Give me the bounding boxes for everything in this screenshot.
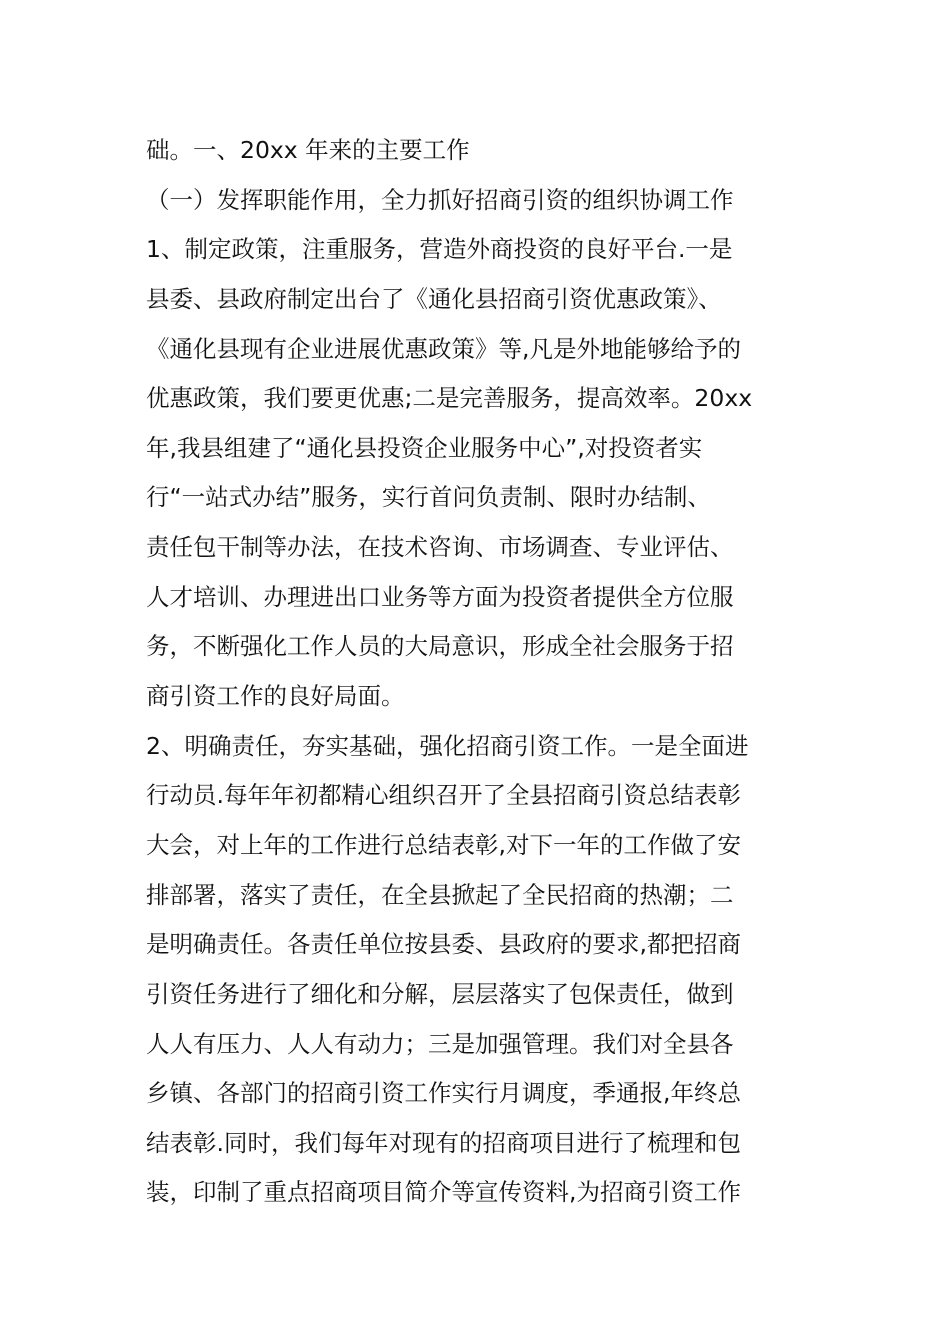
body-text — [146, 126, 806, 1218]
text-line-13: 2、明确责任，夯实基础，强化招商引资工作。一是全面进 — [146, 731, 749, 760]
text-line-5: 《通化县现有企业进展优惠政策》等,凡是外地能够给予的 — [146, 334, 741, 363]
text-line-10: 人才培训、办理进出口业务等方面为投资者提供全方位服 — [146, 582, 734, 611]
text-line-14: 行动员.每年年初都精心组织召开了全县招商引资总结表彰 — [146, 781, 741, 810]
text-line-12: 商引资工作的良好局面。 — [146, 682, 405, 711]
text-line-15: 大会，对上年的工作进行总结表彰,对下一年的工作做了安 — [146, 830, 741, 859]
text-line-19: 人人有压力、人人有动力；三是加强管理。我们对全县各 — [146, 1029, 734, 1058]
text-line-7: 年,我县组建了“通化县投资企业服务中心”,对投资者实 — [146, 433, 703, 462]
text-line-16: 排部署，落实了责任，在全县掀起了全民招商的热潮；二 — [146, 880, 734, 909]
text-line-22: 装，印制了重点招商项目简介等宣传资料,为招商引资工作 — [146, 1178, 741, 1207]
text-line-18: 引资任务进行了细化和分解，层层落实了包保责任，做到 — [146, 979, 734, 1008]
text-line-8: 行“一站式办结”服务，实行首问负责制、限时办结制、 — [146, 483, 711, 512]
text-line-6: 优惠政策，我们要更优惠;二是完善服务，提高效率。20xx — [146, 384, 753, 413]
text-line-4: 县委、县政府制定出台了《通化县招商引资优惠政策》、 — [146, 284, 722, 313]
text-line-17: 是明确责任。各责任单位按县委、县政府的要求,都把招商 — [146, 930, 741, 959]
text-line-20: 乡镇、各部门的招商引资工作实行月调度，季通报,年终总 — [146, 1079, 741, 1108]
text-line-21: 结表彰.同时，我们每年对现有的招商项目进行了梳理和包 — [146, 1128, 741, 1157]
text-line-3: 1、制定政策，注重服务，营造外商投资的良好平台.一是 — [146, 235, 733, 264]
text-line-1: 础。一、20xx 年来的主要工作 — [146, 136, 470, 164]
text-line-2: （一）发挥职能作用，全力抓好招商引资的组织协调工作 — [146, 185, 734, 214]
text-line-9: 责任包干制等办法，在技术咨询、市场调查、专业评估、 — [146, 533, 734, 562]
text-line-11: 务，不断强化工作人员的大局意识，形成全社会服务于招 — [146, 632, 734, 661]
